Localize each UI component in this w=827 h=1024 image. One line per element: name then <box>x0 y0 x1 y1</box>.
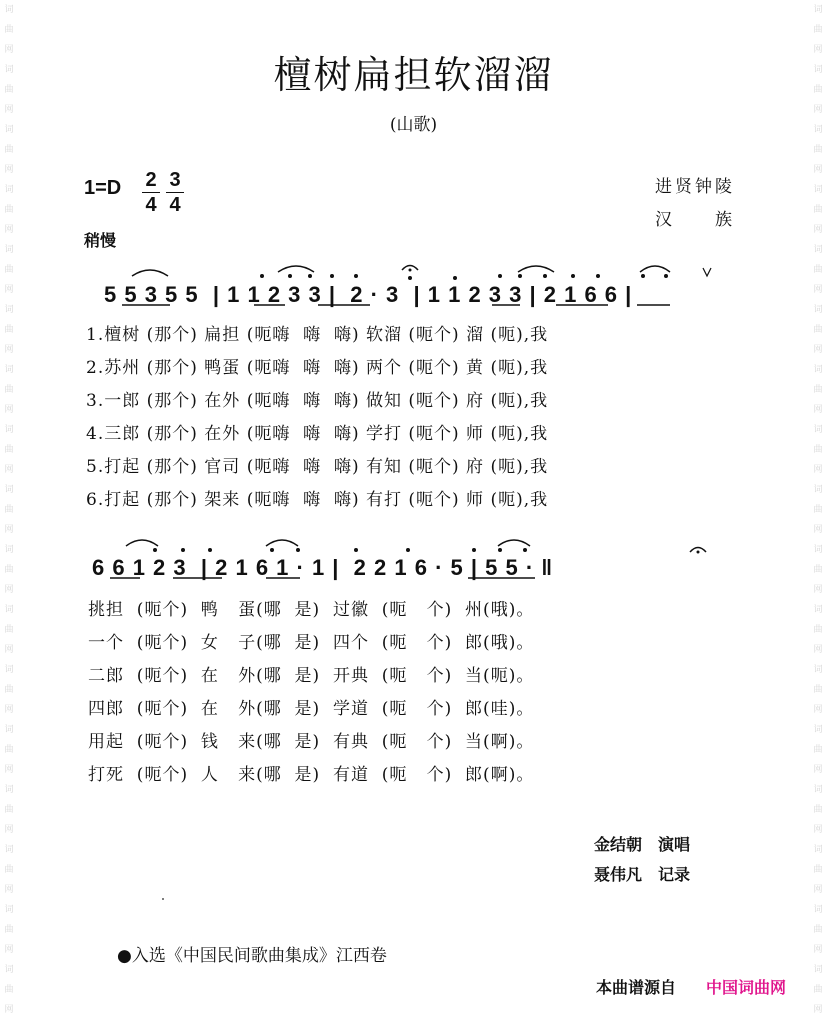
singer-credit: 金结朝 演唱 <box>594 837 691 854</box>
lyric-verse-4: 4.三郎 (那个) 在外 (呃嗨 嗨 嗨) 学打 (呃个) 师 (呃),我 <box>86 424 549 444</box>
source-site-link[interactable]: 中国词曲网 <box>706 980 787 997</box>
octave-dots <box>153 269 700 554</box>
lyric-verse-5-cont: 用起 (呃个) 钱 来(哪 是) 有典 (呃 个) 当(啊)。 <box>88 732 535 752</box>
key-signature: 1=D <box>84 177 122 199</box>
lyric-verse-2: 2.苏州 (那个) 鸭蛋 (呃嗨 嗨 嗨) 两个 (呃个) 黄 (呃),我 <box>86 358 549 378</box>
lyric-verse-1: 1.檀树 (那个) 扁担 (呃嗨 嗨 嗨) 软溜 (呃个) 溜 (呃),我 <box>86 325 549 345</box>
notation-line-1: 5 5 3 5 5 | 1 1 2 3 3 | 2 · 3 | 1 1 2 3 3 | 2 1 6 6 | <box>104 282 633 307</box>
watermark-right: 词 曲 网 词 曲 网 词 曲 网 词 曲 网 词 曲 网 词 曲 网 词 曲 网 词 曲 网 词 曲 网 词 曲 网 词 曲 网 词 曲 网 词 曲 网 词 曲 网 词 曲 网 词 曲 网 词 曲 网 <box>813 5 823 1015</box>
lyric-verse-6-cont: 打死 (呃个) 人 来(哪 是) 有道 (呃 个) 郎(啊)。 <box>88 765 535 785</box>
tempo-marking: 稍慢 <box>84 233 117 250</box>
slurs <box>126 266 670 546</box>
watermark-left: 词 曲 网 词 曲 网 词 曲 网 词 曲 网 词 曲 网 词 曲 网 词 曲 网 词 曲 网 词 曲 网 词 曲 网 词 曲 网 词 曲 网 词 曲 网 词 曲 网 词 曲 网 词 曲 网 词 曲 网 <box>4 5 14 1015</box>
lyric-verse-6: 6.打起 (那个) 架来 (呃嗨 嗨 嗨) 有打 (呃个) 师 (呃),我 <box>86 490 549 510</box>
meter-denominator: 4 <box>142 192 160 217</box>
beam-underlines <box>110 305 670 578</box>
lyric-verse-1-cont: 挑担 (呃个) 鸭 蛋(哪 是) 过徽 (呃 个) 州(哦)。 <box>88 600 535 620</box>
origin-place: 进贤钟陵 <box>655 177 735 197</box>
lyric-verse-3: 3.一郎 (那个) 在外 (呃嗨 嗨 嗨) 做知 (呃个) 府 (呃),我 <box>86 391 549 411</box>
breath-mark <box>703 268 711 276</box>
recorder-credit: 聂伟凡 记录 <box>594 867 691 884</box>
source-label: 本曲谱源自 <box>596 980 677 997</box>
origin-ethnicity: 汉 族 <box>655 210 735 230</box>
lyric-verse-2-cont: 一个 (呃个) 女 子(哪 是) 四个 (呃 个) 郎(哦)。 <box>88 633 535 653</box>
song-title: 檀树扁担软溜溜 <box>273 53 554 97</box>
lyric-verse-4-cont: 四郎 (呃个) 在 外(哪 是) 学道 (呃 个) 郎(哇)。 <box>88 699 535 719</box>
collection-note: ●入选《中国民间歌曲集成》江西卷 <box>117 946 387 966</box>
notation-line-2: 6 6 1 2 3 | 2 1 6 1 · 1 | 2 2 1 6 · 5 | 5 5 · ‖ <box>92 555 554 580</box>
song-subtitle: (山歌) <box>389 115 438 135</box>
meter-numerator: 2 <box>145 169 157 191</box>
lyric-verse-3-cont: 二郎 (呃个) 在 外(哪 是) 开典 (呃 个) 当(呃)。 <box>88 666 535 686</box>
lyric-verse-5: 5.打起 (那个) 官司 (呃嗨 嗨 嗨) 有知 (呃个) 府 (呃),我 <box>86 457 549 477</box>
meter-denominator: 4 <box>166 192 184 217</box>
meter-numerator: 3 <box>169 169 181 191</box>
speck <box>162 898 164 900</box>
fermata-marks <box>402 266 706 553</box>
